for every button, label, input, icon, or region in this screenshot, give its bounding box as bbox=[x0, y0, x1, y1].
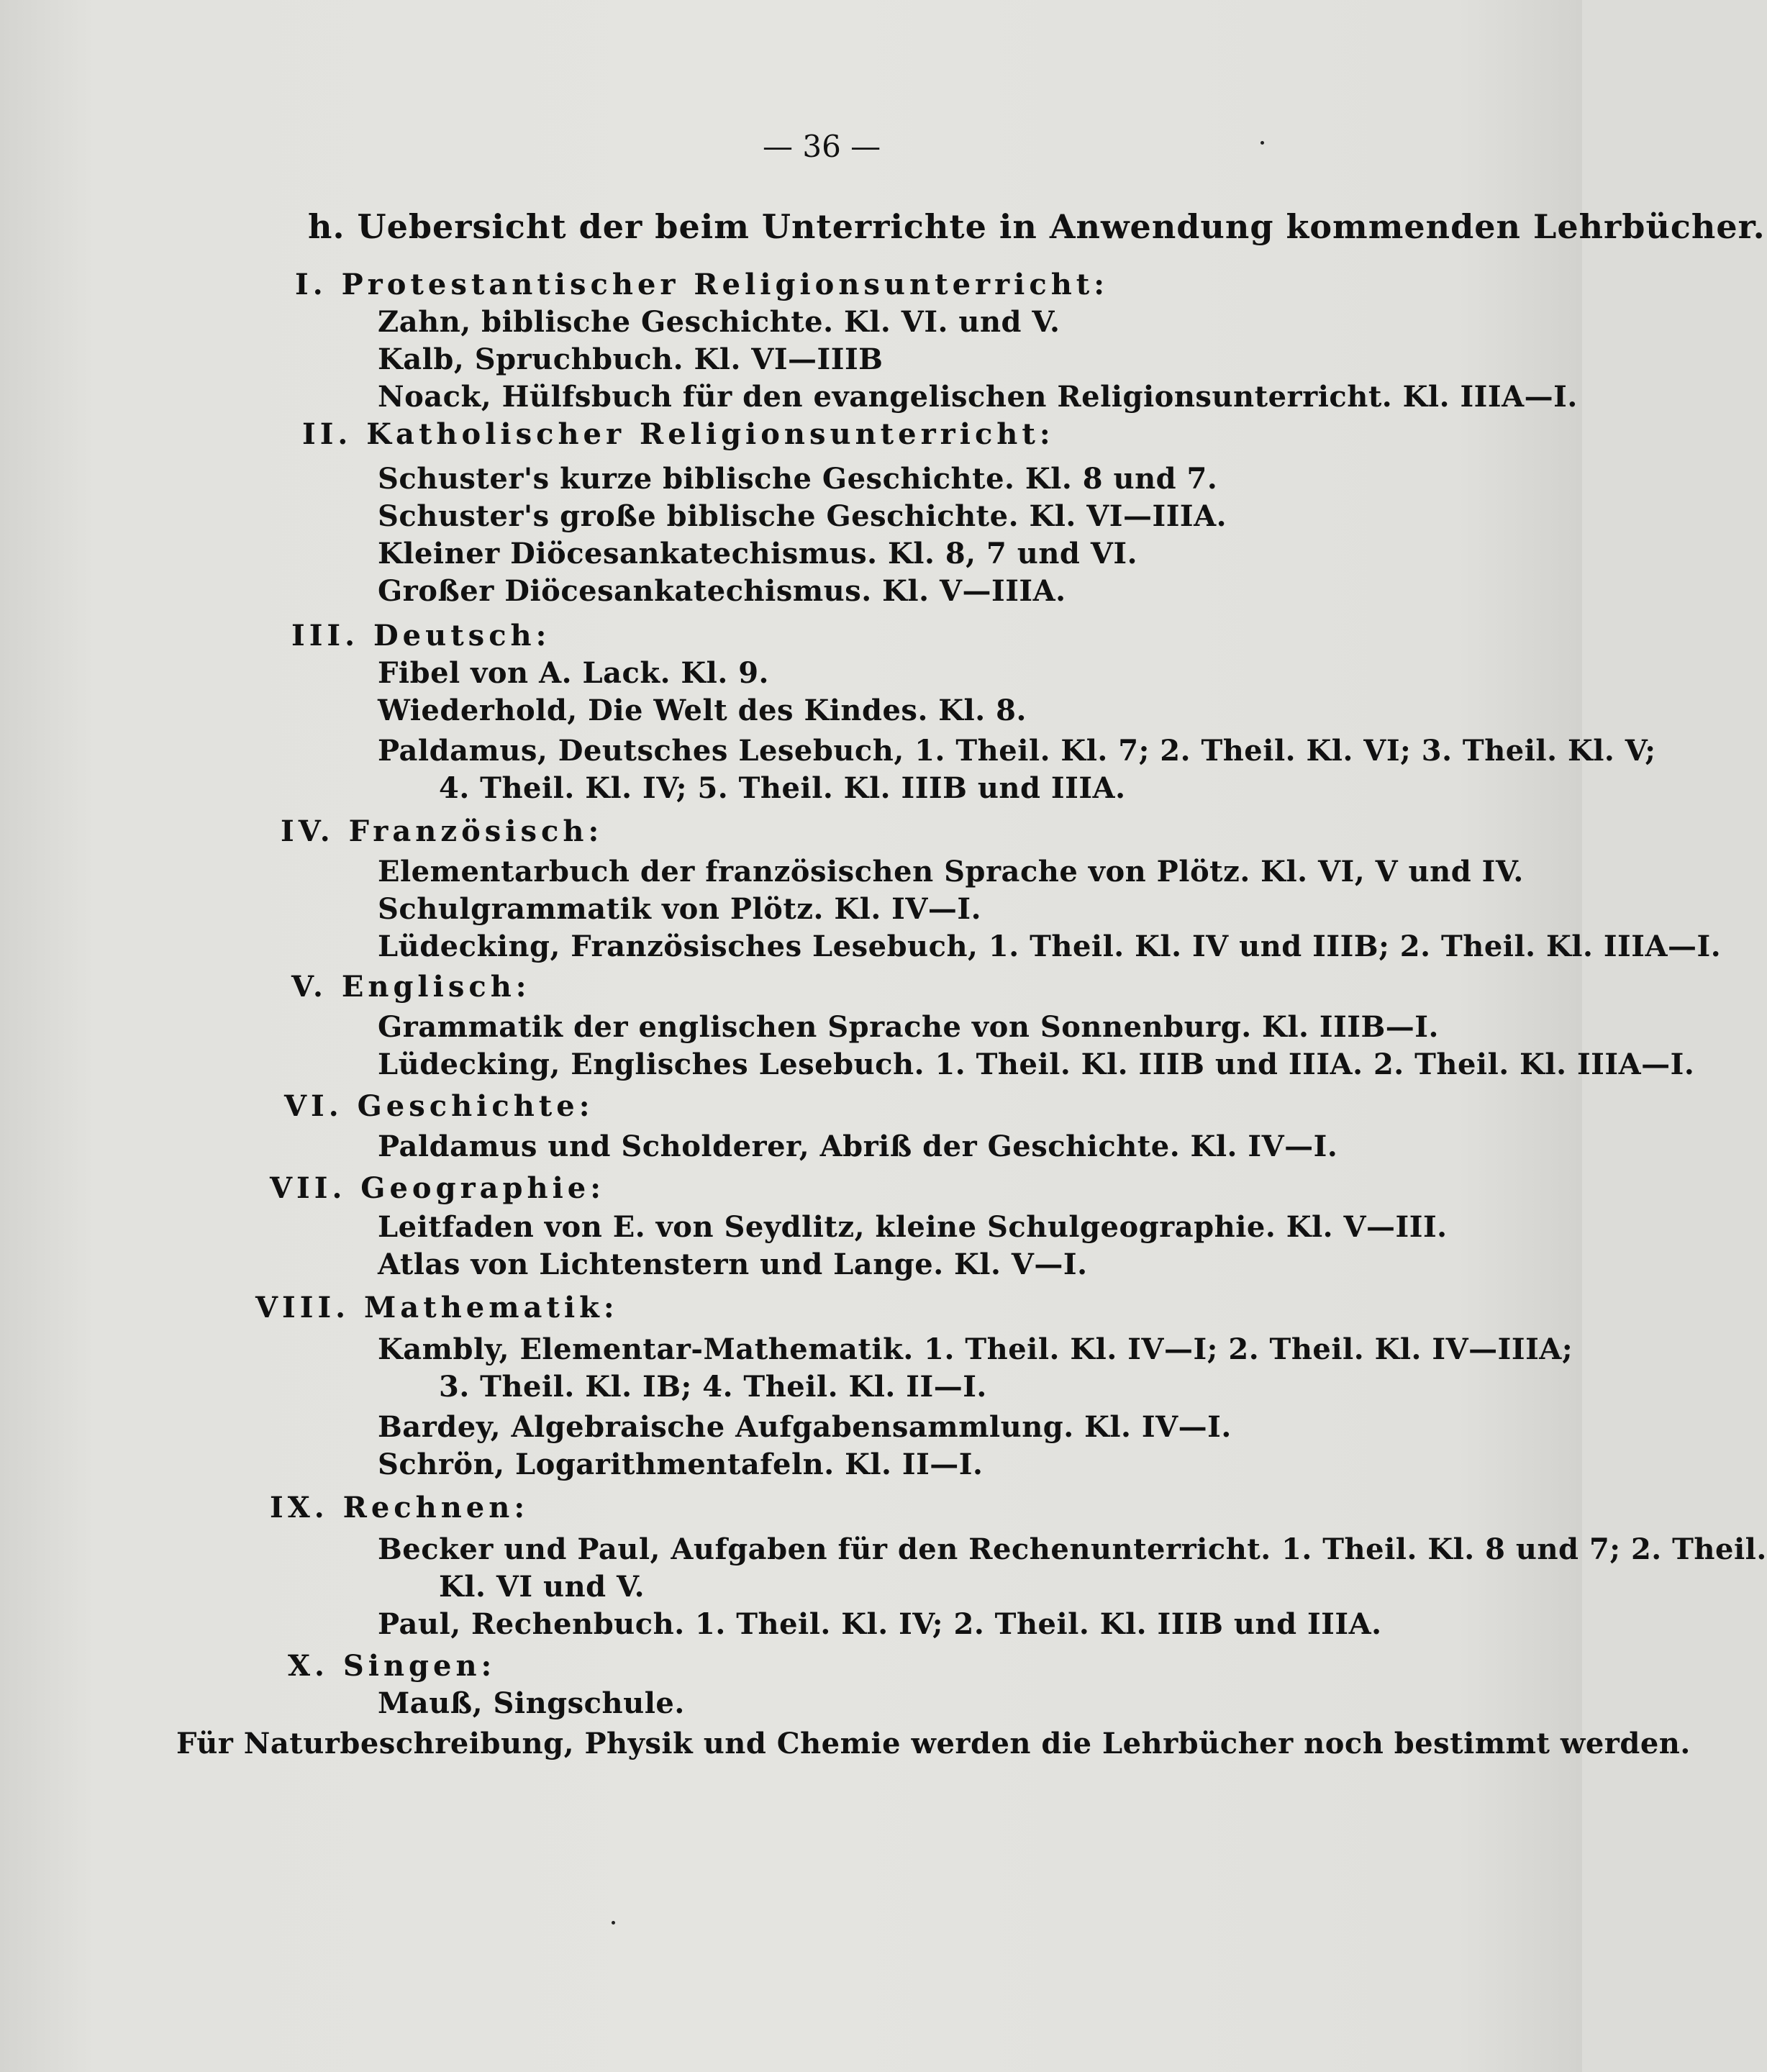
page-number: — 36 — bbox=[763, 129, 881, 164]
textbook-entry: Atlas von Lichtenstern und Lange. Kl. V—I. bbox=[378, 1248, 1088, 1281]
ink-speck bbox=[1260, 141, 1264, 145]
section-title-rechnen: IX. Rechnen: bbox=[270, 1491, 530, 1525]
textbook-entry: Leitfaden von E. von Seydlitz, kleine Schulgeographie. Kl. V—III. bbox=[378, 1210, 1448, 1244]
textbook-entry: Schulgrammatik von Plötz. Kl. IV—I. bbox=[378, 892, 982, 926]
textbook-entry: Zahn, biblische Geschichte. Kl. VI. und V. bbox=[378, 305, 1060, 339]
textbook-entry: Kalb, Spruchbuch. Kl. VI—IIIB bbox=[378, 342, 884, 376]
section-title-religion-protestant: I. Protestantischer Religionsunterricht: bbox=[295, 268, 1109, 301]
textbook-entry: Paldamus, Deutsches Lesebuch, 1. Theil. Kl. 7; 2. Theil. Kl. VI; 3. Theil. Kl. V; bbox=[378, 734, 1656, 768]
section-title-englisch: V. Englisch: bbox=[291, 970, 531, 1004]
textbook-entry: Becker und Paul, Aufgaben für den Rechenunterricht. 1. Theil. Kl. 8 und 7; 2. Theil. bbox=[378, 1532, 1767, 1566]
textbook-entry: Grammatik der englischen Sprache von Sonnenburg. Kl. IIIB—I. bbox=[378, 1010, 1439, 1044]
textbook-entry: Elementarbuch der französischen Sprache von Plötz. Kl. VI, V und IV. bbox=[378, 855, 1524, 889]
section-heading: h. Uebersicht der beim Unterrichte in Anwendung kommenden Lehrbücher. bbox=[308, 207, 1766, 246]
footer-note: Für Naturbeschreibung, Physik und Chemie werden die Lehrbücher noch bestimmt werden. bbox=[176, 1727, 1691, 1760]
textbook-entry: Schrön, Logarithmentafeln. Kl. II—I. bbox=[378, 1448, 984, 1481]
ink-speck bbox=[612, 1921, 615, 1925]
textbook-entry: Kambly, Elementar-Mathematik. 1. Theil. Kl. IV—I; 2. Theil. Kl. IV—IIIA; bbox=[378, 1332, 1573, 1366]
section-title-geschichte: VI. Geschichte: bbox=[284, 1089, 594, 1123]
section-title-franzoesisch: IV. Französisch: bbox=[281, 814, 604, 848]
textbook-entry: Paldamus und Scholderer, Abriß der Geschichte. Kl. IV—I. bbox=[378, 1130, 1338, 1163]
textbook-entry: Großer Diöcesankatechismus. Kl. V—IIIA. bbox=[378, 574, 1066, 608]
section-title-singen: X. Singen: bbox=[288, 1649, 496, 1683]
textbook-entry: Mauß, Singschule. bbox=[378, 1686, 685, 1720]
textbook-entry: Fibel von A. Lack. Kl. 9. bbox=[378, 656, 769, 690]
textbook-entry-continuation: Kl. VI und V. bbox=[439, 1570, 645, 1604]
textbook-entry: Lüdecking, Englisches Lesebuch. 1. Theil. Kl. IIIB und IIIA. 2. Theil. Kl. IIIA—I. bbox=[378, 1048, 1695, 1081]
textbook-entry: Wiederhold, Die Welt des Kindes. Kl. 8. bbox=[378, 694, 1027, 727]
textbook-entry-continuation: 4. Theil. Kl. IV; 5. Theil. Kl. IIIB und IIIA. bbox=[439, 771, 1126, 805]
section-title-deutsch: III. Deutsch: bbox=[291, 619, 551, 653]
textbook-entry: Schuster's große biblische Geschichte. Kl. VI—IIIA. bbox=[378, 499, 1227, 533]
section-title-geographie: VII. Geographie: bbox=[270, 1171, 606, 1205]
textbook-entry: Kleiner Diöcesankatechismus. Kl. 8, 7 und VI. bbox=[378, 537, 1137, 571]
section-title-religion-catholic: II. Katholischer Religionsunterricht: bbox=[302, 417, 1055, 451]
textbook-entry-continuation: 3. Theil. Kl. IB; 4. Theil. Kl. II—I. bbox=[439, 1370, 987, 1404]
textbook-entry: Lüdecking, Französisches Lesebuch, 1. Theil. Kl. IV und IIIB; 2. Theil. Kl. IIIA—I. bbox=[378, 930, 1722, 963]
section-title-mathematik: VIII. Mathematik: bbox=[255, 1291, 619, 1324]
textbook-entry: Noack, Hülfsbuch für den evangelischen Religionsunterricht. Kl. IIIA—I. bbox=[378, 380, 1578, 414]
textbook-entry: Schuster's kurze biblische Geschichte. Kl. 8 und 7. bbox=[378, 462, 1218, 496]
textbook-entry: Paul, Rechenbuch. 1. Theil. Kl. IV; 2. Theil. Kl. IIIB und IIIA. bbox=[378, 1607, 1382, 1641]
textbook-entry: Bardey, Algebraische Aufgabensammlung. Kl. IV—I. bbox=[378, 1410, 1232, 1444]
